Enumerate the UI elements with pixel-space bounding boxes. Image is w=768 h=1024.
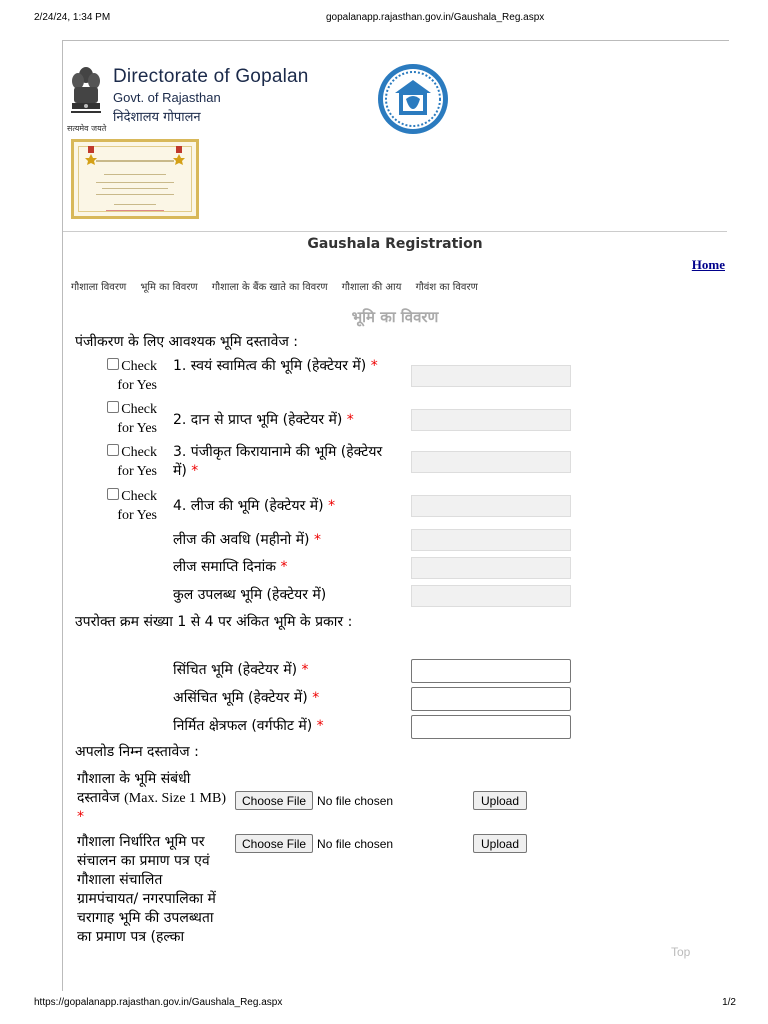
required-mark: * xyxy=(313,532,321,548)
choose-file-button[interactable]: Choose File xyxy=(235,791,313,810)
land-check-2[interactable] xyxy=(93,400,157,438)
print-url: gopalanapp.rajasthan.gov.in/Gaushala_Reg.aspx xyxy=(326,12,545,23)
label-text: 1. स्वयं स्वामित्व की भूमि (हेक्टेयर में) xyxy=(173,358,367,374)
lease-end-date-label xyxy=(173,558,287,577)
label-text: 2. दान से प्राप्त भूमि (हेक्टेयर में) xyxy=(173,412,343,428)
built-area-input[interactable] xyxy=(411,715,571,739)
land-item-1-input[interactable] xyxy=(411,365,571,387)
upload-2-label: गौशाला निर्धारित भूमि पर संचालन का प्रमाण पत्र एवं गौशाला संचालित ग्रामपंचायत/ नगरपालिका में चरागाह भूमि की उपलब्धता का प्रमाण पत्र (हल्का xyxy=(77,834,216,945)
land-item-4-input[interactable] xyxy=(411,495,571,517)
org-name: Directorate of Gopalan xyxy=(113,66,309,87)
emblem-motto: सत्यमेव जयते xyxy=(67,124,107,133)
land-type-label: उपरोक्त क्रम संख्या 1 से 4 पर अंकित भूमि के प्रकार : xyxy=(75,614,353,630)
award-certificate xyxy=(71,139,199,219)
upload-1-label xyxy=(77,770,227,827)
no-file-text: No file chosen xyxy=(317,793,394,808)
label-text: गौशाला के भूमि संबंधी दस्तावेज xyxy=(77,771,191,806)
upload-label: अपलोड निम्न दस्तावेज : xyxy=(75,744,199,760)
print-footer xyxy=(0,994,768,1024)
tab-land-details[interactable]: भूमि का विवरण xyxy=(140,282,198,293)
page-title-bar xyxy=(63,233,727,255)
checkbox[interactable] xyxy=(107,444,119,456)
total-land-label: कुल उपलब्ध भूमि (हेक्टेयर में) xyxy=(173,587,327,603)
label-text: 4. लीज की भूमि (हेक्टेयर में) xyxy=(173,498,324,514)
print-datetime: 2/24/24, 1:34 PM xyxy=(34,12,111,23)
no-file-text: No file chosen xyxy=(317,836,394,851)
irrigated-label xyxy=(173,661,309,680)
required-mark: * xyxy=(280,559,288,575)
required-mark: * xyxy=(312,690,320,706)
lease-duration-label xyxy=(173,531,321,550)
required-mark: * xyxy=(301,662,309,678)
land-item-2-input[interactable] xyxy=(411,409,571,431)
check-label: Check for Yes xyxy=(117,489,157,523)
land-check-1[interactable] xyxy=(93,357,157,395)
home-link[interactable]: Home xyxy=(691,257,725,272)
print-header xyxy=(0,0,768,26)
tab-bar xyxy=(71,279,489,293)
non-irrigated-input[interactable] xyxy=(411,687,571,711)
section-title: भूमि का विवरण xyxy=(351,308,439,326)
checkbox[interactable] xyxy=(107,488,119,500)
label-text: लीज की अवधि (महीनो में) xyxy=(173,532,310,548)
label-text: सिंचित भूमि (हेक्टेयर में) xyxy=(173,662,298,678)
page-content xyxy=(62,40,729,991)
land-item-2-label xyxy=(173,411,403,430)
upload-2-button[interactable]: Upload xyxy=(473,834,527,853)
org-govt: Govt. of Rajasthan xyxy=(113,90,221,105)
label-text: लीज समाप्ति दिनांक xyxy=(173,559,276,575)
page-number: 1/2 xyxy=(722,997,736,1008)
checkbox[interactable] xyxy=(107,401,119,413)
choose-file-button[interactable]: Choose File xyxy=(235,834,313,853)
label-text: निर्मित क्षेत्रफल (वर्गफीट में) xyxy=(173,718,313,734)
land-item-3-input[interactable] xyxy=(411,451,571,473)
required-mark: * xyxy=(370,358,378,374)
top-link[interactable]: Top xyxy=(671,945,691,959)
org-block xyxy=(113,66,309,125)
check-label: Check for Yes xyxy=(117,402,157,436)
tab-gaushala-details[interactable]: गौशाला विवरण xyxy=(71,282,127,293)
checkbox[interactable] xyxy=(107,358,119,370)
site-header xyxy=(63,41,727,232)
irrigated-input[interactable] xyxy=(411,659,571,683)
built-area-label xyxy=(173,717,324,736)
land-item-4-label xyxy=(173,497,403,516)
total-land-input[interactable] xyxy=(411,585,571,607)
upload-2-file xyxy=(235,834,393,853)
required-mark: * xyxy=(77,809,84,825)
lease-duration-input[interactable] xyxy=(411,529,571,551)
required-mark: * xyxy=(316,718,324,734)
label-text: 3. पंजीकृत किरायानामे की भूमि (हेक्टेयर में) xyxy=(173,444,383,479)
org-name-hindi: निदेशालय गोपालन xyxy=(113,110,201,125)
upload-1-file xyxy=(235,791,393,810)
land-check-4[interactable] xyxy=(93,487,157,525)
check-label: Check for Yes xyxy=(117,359,157,393)
non-irrigated-label xyxy=(173,689,319,708)
tab-cattle-details[interactable]: गौवंश का विवरण xyxy=(415,282,478,293)
required-mark: * xyxy=(346,412,354,428)
lease-end-date-input[interactable] xyxy=(411,557,571,579)
tab-income[interactable]: गौशाला की आय xyxy=(341,282,402,293)
land-item-3-label xyxy=(173,443,393,481)
required-mark: * xyxy=(328,498,336,514)
label-text: असिंचित भूमि (हेक्टेयर में) xyxy=(173,690,308,706)
print-footer-url: https://gopalanapp.rajasthan.gov.in/Gaushala_Reg.aspx xyxy=(34,997,283,1008)
medal-right-icon xyxy=(172,146,186,166)
required-docs-label: पंजीकरण के लिए आवश्यक भूमि दस्तावेज : xyxy=(75,334,299,350)
land-item-1-label xyxy=(173,357,393,376)
tab-bank-details[interactable]: गौशाला के बैंक खाते का विवरण xyxy=(211,282,328,293)
medal-left-icon xyxy=(84,146,98,166)
size-note: (Max. Size 1 MB) xyxy=(124,791,227,806)
page-title: Gaushala Registration xyxy=(307,236,483,252)
gopalan-logo-icon xyxy=(377,63,449,135)
check-label: Check for Yes xyxy=(117,445,157,479)
upload-1-button[interactable]: Upload xyxy=(473,791,527,810)
required-mark: * xyxy=(191,463,199,479)
land-check-3[interactable] xyxy=(93,443,157,481)
